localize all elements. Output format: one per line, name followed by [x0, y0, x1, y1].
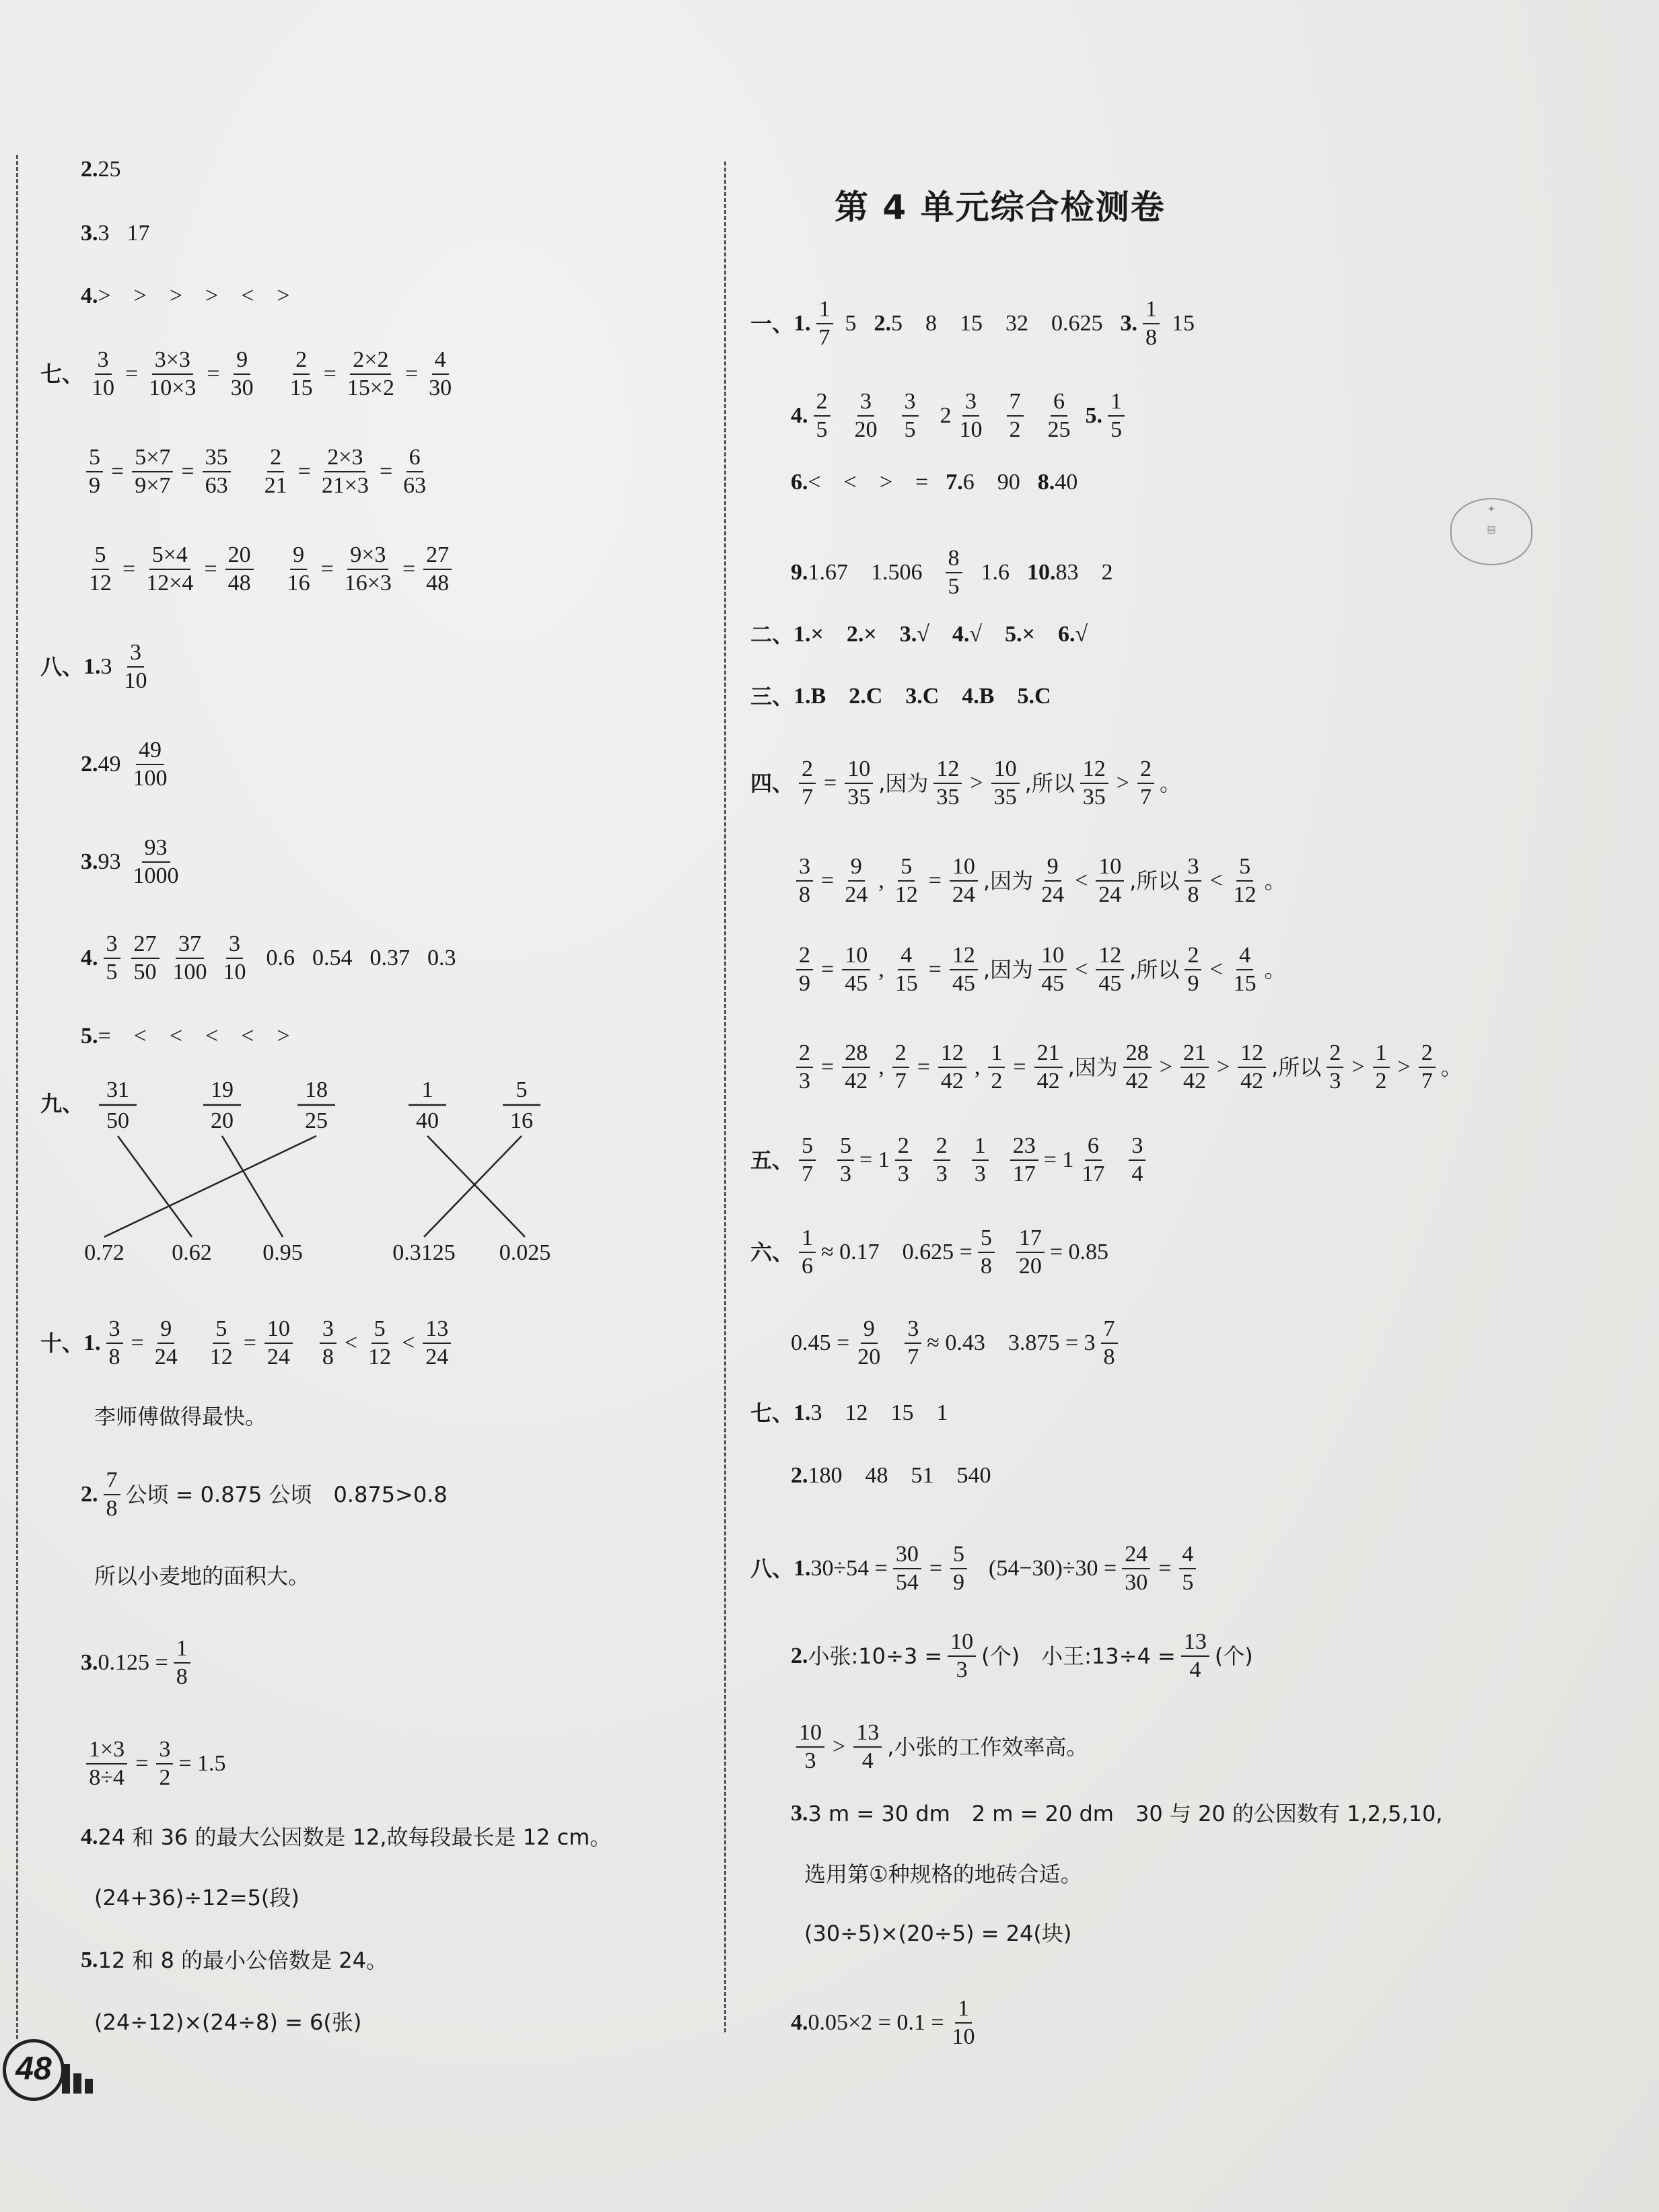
fraction: $\frac{7}{8}$: [104, 1467, 120, 1522]
fraction: $\frac{2}{3}$: [1327, 1040, 1343, 1095]
r-section-6-row-1: [750, 1225, 1108, 1280]
answer-value: 0.3: [427, 946, 456, 970]
answer-text: 李师傅做得最快。: [94, 1404, 267, 1429]
fraction: $\frac{7}{8}$: [1101, 1316, 1118, 1371]
section-label: 二、: [750, 622, 794, 647]
r-section-1-row-3: [791, 469, 1078, 496]
r-section-8-item-3-choice: [804, 1861, 1082, 1888]
r-section-1-row-4: [791, 545, 1113, 600]
fraction: $\frac{12}{35}$: [1080, 756, 1108, 811]
section-10-item-3-calc: $\frac{1\times 3}{8\div 4}$ = $\frac{3}{2}$ = 1.5: [81, 1736, 226, 1791]
section-label: 九、: [40, 1091, 84, 1116]
fraction: $\frac{8}{5}$: [946, 545, 962, 600]
answer-text: 30÷54 =: [810, 1556, 888, 1581]
section-label: 八、: [750, 1556, 794, 1581]
fraction: $\frac{3}{10}$: [223, 931, 246, 985]
fraction: $\frac{3}{2}$: [156, 1736, 173, 1791]
answer-text: 所以小麦地的面积大。: [94, 1563, 310, 1589]
answer-text: (30÷5)×(20÷5) = 24(块): [804, 1921, 1072, 1946]
answer-text: = 0.85: [1049, 1240, 1109, 1264]
fraction: $\frac{3}{8}$: [796, 853, 813, 908]
section-label: 七、: [40, 361, 84, 387]
answer-text: 0.45 =: [791, 1330, 850, 1355]
fraction: $\frac{5}{9}$: [86, 444, 103, 499]
fraction: $\frac{12}{42}$: [938, 1040, 966, 1095]
item-number: 2.: [874, 311, 892, 336]
connector-text: ,因为: [1067, 1055, 1118, 1080]
section-label: 四、: [750, 771, 794, 796]
section-label: 十、: [40, 1330, 84, 1356]
item-number: 4.: [81, 1824, 98, 1849]
fraction: $\frac{3}{5}$: [104, 931, 120, 986]
item-number: 5.: [81, 1024, 98, 1048]
r-section-8-item-3: [791, 1800, 1443, 1827]
item-number: 3.: [81, 1650, 98, 1675]
match-bottom-decimal: 0.62: [172, 1240, 212, 1265]
match-top-numerator: 31: [106, 1077, 129, 1102]
item-number: 8.: [1037, 470, 1055, 495]
connector-text: ,因为: [983, 957, 1034, 983]
r-section-8-item-3-calc: [804, 1920, 1071, 1947]
fraction: $\frac{2}{9}$: [796, 942, 813, 997]
answer-value: 1.67 1.506: [808, 560, 923, 585]
page-number: 48: [3, 2039, 65, 2101]
fraction: $\frac{3}{8}$: [1185, 853, 1201, 908]
item-number: 3.: [791, 1801, 808, 1826]
match-top-numerator: 19: [211, 1077, 234, 1102]
match-top-denominator: 25: [305, 1108, 328, 1133]
answer-value: 1.B 2.C 3.C 4.B 5.C: [793, 684, 1051, 709]
fraction: $\frac{5}{3}$: [837, 1133, 854, 1188]
fraction: $\frac{10}{24}$: [950, 853, 978, 908]
r-section-4-row-1: 四、 $\frac{2}{7}$ = $\frac{10}{35}$ ,因为 $\frac{12}{35}$ > $\frac{10}{35}$ ,所以 $\frac{12}{35}$ > $\frac{2}{7}$ 。: [750, 756, 1181, 810]
fraction: $\frac{9}{20}$: [857, 1316, 881, 1369]
connector-text: 。: [1440, 1055, 1462, 1080]
answer-text: (个): [1214, 1643, 1253, 1669]
fraction: $\frac{2}{7}$: [799, 756, 816, 811]
answer-value: < < > =: [808, 470, 929, 495]
fraction: $\frac{4}{15}$: [1233, 943, 1257, 996]
answer-value: 1.× 2.× 3.√ 4.√ 5.× 6.√: [793, 622, 1088, 647]
fraction: $\frac{5}{8}$: [978, 1225, 995, 1280]
fraction: $\frac{3\times 3}{10\times 3}$: [149, 347, 197, 400]
fraction: $\frac{2}{7}$: [892, 1040, 909, 1095]
fraction: $\frac{3}{10}$: [959, 389, 983, 442]
answer-text: 24 和 36 的最大公因数是 12,故每段最长是 12 cm。: [98, 1824, 612, 1850]
fraction: $\frac{9\times 3}{16\times 3}$: [344, 542, 392, 596]
item-number: 2.: [81, 752, 98, 777]
section-label: 一、: [750, 311, 794, 336]
connector-text: 。: [1264, 957, 1286, 983]
match-connector-line: [104, 1136, 316, 1237]
fraction: $\frac{23}{17}$: [1010, 1133, 1038, 1188]
answer-value: = < < < < >: [98, 1024, 290, 1048]
fraction: $\frac{3}{5}$: [902, 388, 919, 443]
section-8-item-1: [40, 639, 155, 694]
fraction: $\frac{2}{5}$: [814, 388, 831, 443]
r-section-8-item-2: [791, 1629, 1253, 1684]
answer-value: 17: [127, 221, 150, 246]
item-number: 5.: [1085, 403, 1102, 428]
fraction: $\frac{24}{30}$: [1122, 1541, 1150, 1596]
answer-text: ≈ 0.17 0.625 =: [821, 1240, 973, 1264]
answer-value: 93: [98, 849, 121, 874]
fraction: $\frac{2\times 3}{21\times 3}$: [321, 445, 369, 498]
answer-value: 0.37: [369, 946, 410, 970]
answer-text: ≈ 0.43 3.875 = 3: [927, 1330, 1096, 1355]
fraction: $\frac{1}{5}$: [1108, 388, 1125, 443]
section-10-item-5-calc: [94, 2009, 361, 2036]
connector-text: 。: [1159, 771, 1181, 796]
fraction: $\frac{93}{1000}$: [133, 835, 179, 888]
item-number: 3.: [81, 849, 98, 874]
section-10-item-4-calc: [94, 1884, 299, 1911]
match-top-numerator: 18: [305, 1077, 328, 1102]
fraction: $\frac{21}{42}$: [1034, 1040, 1063, 1095]
section-8-item-3: [81, 834, 187, 890]
fraction: $\frac{2}{3}$: [796, 1040, 813, 1095]
section-label: 三、: [750, 684, 794, 709]
section-10-item-5: [81, 1947, 388, 1974]
r-section-8-item-4: [791, 1995, 983, 2050]
match-connector-line: [427, 1136, 525, 1237]
item-number: 2.: [791, 1643, 808, 1668]
connector-text: ,所以: [1024, 771, 1075, 796]
section-7-row-2: $\frac{5}{9}$ = $\frac{5\times 7}{9\times 7}$ = $\frac{35}{63}$ $\frac{2}{21}$ = $\frac{2\times 3}{21\times 3}$ = $\frac{6}{63}$: [81, 444, 434, 499]
connector-text: ,所以: [1129, 868, 1180, 894]
answer-text: = 1: [859, 1147, 890, 1172]
fraction: $\frac{9}{24}$: [154, 1316, 178, 1369]
answer-value: 15: [1172, 311, 1195, 336]
item-number: 7.: [946, 470, 963, 495]
connector-text: 。: [1264, 868, 1286, 894]
fraction: $\frac{12}{35}$: [933, 756, 962, 811]
item-number: 1.: [83, 1330, 101, 1355]
item-number: 3.: [81, 221, 98, 246]
item-number: 10.: [1027, 560, 1056, 585]
r-section-2: [750, 621, 1088, 648]
column-divider: [724, 162, 726, 2032]
match-top-denominator: 16: [510, 1108, 533, 1133]
r-section-7-item-2: [791, 1462, 991, 1489]
fraction: $\frac{3}{10}$: [92, 347, 115, 400]
section-label: 五、: [750, 1147, 794, 1173]
item-number: 4.: [81, 946, 98, 970]
item-number: 4.: [81, 283, 98, 308]
match-top-denominator: 50: [106, 1108, 129, 1133]
section-label: 七、: [750, 1400, 794, 1426]
section-10-item-2-conclusion: [94, 1563, 310, 1590]
fraction: $\frac{3}{20}$: [854, 389, 878, 442]
section-label: 六、: [750, 1240, 794, 1265]
match-top-numerator: 1: [421, 1077, 433, 1102]
answer-text: 公顷 = 0.875 公顷 0.875>0.8: [125, 1482, 448, 1507]
fraction: $\frac{6}{17}$: [1082, 1133, 1105, 1186]
item-number: 4.: [791, 2010, 808, 2035]
answer-value: 3 12 15 1: [810, 1400, 948, 1425]
r-section-4-row-3: $\frac{2}{9}$ = $\frac{10}{45}$ , $\frac{4}{15}$ = $\frac{12}{45}$ ,因为 $\frac{10}{45}$ < $\frac{12}{45}$ ,所以 $\frac{2}{9}$ < $\frac{4}{15}$ 。: [791, 942, 1286, 997]
fraction: $\frac{10}{45}$: [1038, 942, 1067, 997]
fraction: $\frac{17}{20}$: [1016, 1225, 1045, 1280]
item-number: 2.: [81, 157, 98, 182]
fraction: $\frac{1\times 3}{8\div 4}$: [86, 1736, 127, 1791]
match-connector-line: [118, 1136, 192, 1237]
fraction: $\frac{2}{9}$: [1185, 942, 1201, 997]
answer-text: 3 m = 30 dm 2 m = 20 dm 30 与 20 的公因数有 1,2,5,10,: [808, 1801, 1443, 1826]
fraction: $\frac{10}{35}$: [845, 756, 873, 811]
fraction: $\frac{4}{30}$: [429, 347, 452, 400]
answer-value: 5: [845, 311, 857, 336]
fraction: $\frac{4}{5}$: [1179, 1541, 1196, 1596]
fraction: $\frac{5}{12}$: [209, 1316, 233, 1369]
answer-value: 1.6: [981, 560, 1010, 585]
fraction: $\frac{6}{25}$: [1047, 389, 1071, 442]
answer-text: (24+36)÷12=5(段): [94, 1885, 299, 1911]
item-number: 1.: [793, 1400, 811, 1425]
fraction: $\frac{10}{35}$: [991, 756, 1020, 811]
answer-text: 12 和 8 的最小公倍数是 24。: [98, 1948, 388, 1973]
item-number: 1.: [793, 311, 811, 336]
section-8-item-5: [81, 1023, 290, 1050]
fraction: $\frac{5\times 7}{9\times 7}$: [132, 444, 173, 499]
fraction: $\frac{3}{10}$: [124, 640, 147, 693]
answer-4: [81, 283, 290, 310]
fraction: $\frac{28}{42}$: [1123, 1040, 1152, 1095]
page-number-bars-icon: [62, 2063, 102, 2094]
section-label: 八、: [40, 654, 84, 680]
fraction: $\frac{10}{24}$: [264, 1316, 293, 1371]
fraction: $\frac{2}{7}$: [1137, 756, 1154, 811]
answer-value: 83 2: [1055, 560, 1113, 585]
fraction: $\frac{12}{45}$: [1096, 942, 1124, 997]
matching-diagram: [40, 1077, 713, 1265]
fraction: $\frac{10}{3}$: [948, 1629, 976, 1684]
fraction: $\frac{5}{12}$: [894, 854, 918, 907]
fraction: $\frac{5}{12}$: [368, 1316, 392, 1369]
fraction: $\frac{10}{45}$: [842, 942, 870, 997]
fraction: $\frac{12}{45}$: [950, 942, 978, 997]
connector-text: ,所以: [1129, 957, 1180, 983]
fraction: $\frac{27}{48}$: [423, 542, 452, 597]
answer-text: (24÷12)×(24÷8) = 6(张): [94, 2009, 362, 2035]
left-dashed-border: [16, 155, 18, 2039]
fraction: $\frac{30}{54}$: [893, 1541, 921, 1596]
page-title: 第 4 单元综合检测卷: [835, 188, 1166, 227]
item-number: 9.: [791, 560, 808, 585]
connector-text: ,因为: [983, 868, 1034, 894]
fraction: $\frac{20}{48}$: [225, 542, 254, 597]
match-top-numerator: 5: [516, 1077, 528, 1102]
answer-value: 0.54: [312, 946, 353, 970]
connector-text: ,所以: [1271, 1055, 1322, 1080]
section-10-item-3: [81, 1635, 196, 1690]
r-section-4-row-2: $\frac{3}{8}$ = $\frac{9}{24}$ , $\frac{5}{12}$ = $\frac{10}{24}$ ,因为 $\frac{9}{24}$ < $\frac{10}{24}$ ,所以 $\frac{3}{8}$ < $\frac{5}{12}$ 。: [791, 853, 1286, 908]
answer-text: = 1: [1043, 1147, 1074, 1172]
section-7-row-3: $\frac{5}{12}$ = $\frac{5\times 4}{12\times 4}$ = $\frac{20}{48}$ $\frac{9}{16}$ = $\frac{9\times 3}{16\times 3}$ = $\frac{27}{48}$: [81, 542, 457, 597]
fraction: $\frac{5}{9}$: [950, 1541, 967, 1596]
item-number: 6.: [791, 470, 808, 495]
fraction: $\frac{2}{15}$: [289, 347, 313, 400]
section-10-item-2: [81, 1467, 448, 1522]
answer-value: 180 48 51 540: [808, 1463, 991, 1488]
r-section-8-item-1: 八、 1. 30÷54 = $\frac{30}{54}$ = $\frac{5}{9}$ (54−30)÷30 = $\frac{24}{30}$ = $\frac{4}{5}$: [750, 1541, 1201, 1596]
library-stamp: ✦ ▤: [1450, 498, 1532, 565]
connector-text: ,因为: [878, 771, 929, 796]
answer-value: 6 90: [962, 470, 1020, 495]
section-10-conclusion: [94, 1403, 267, 1430]
section-8-item-4: [81, 931, 474, 986]
fraction: $\frac{49}{100}$: [133, 738, 168, 791]
section-8-item-2: [81, 737, 176, 792]
answer-text: 小张:10÷3 =: [808, 1643, 943, 1669]
section-10-item-1: 十、 1. $\frac{3}{8}$ = $\frac{9}{24}$ $\frac{5}{12}$ = $\frac{10}{24}$ $\frac{3}{8}$ < $\frac{5}{12}$ < $\frac{13}{24}$: [40, 1316, 456, 1371]
fraction: $\frac{9}{24}$: [1041, 854, 1065, 907]
answer-value: 5 8 15 32 0.625: [891, 311, 1103, 336]
fraction: $\frac{37}{100}$: [172, 931, 207, 985]
fraction: $\frac{13}{4}$: [1181, 1629, 1209, 1684]
answer-text: ,小张的工作效率高。: [887, 1734, 1088, 1760]
match-top-denominator: 40: [416, 1108, 439, 1133]
answer-3: [81, 220, 150, 247]
fraction: $\frac{12}{42}$: [1238, 1040, 1266, 1095]
fraction: $\frac{1}{8}$: [174, 1635, 190, 1690]
answer-value: 0.6: [266, 946, 295, 970]
fraction: $\frac{1}{6}$: [799, 1225, 816, 1280]
r-section-7-item-1: [750, 1400, 948, 1427]
item-number: 2.: [791, 1463, 808, 1488]
fraction: $\frac{13}{4}$: [853, 1719, 882, 1775]
fraction: $\frac{1}{8}$: [1143, 296, 1160, 351]
answer-value: 3: [100, 654, 112, 679]
fraction: $\frac{2}{21}$: [264, 445, 287, 498]
fraction: $\frac{4}{15}$: [894, 943, 918, 996]
fraction: $\frac{2\times 2}{15\times 2}$: [347, 347, 394, 400]
fraction: $\frac{5}{12}$: [89, 542, 112, 596]
item-number: 1.: [83, 654, 101, 679]
answer-text: = 1.5: [178, 1751, 226, 1776]
fraction: $\frac{1}{7}$: [816, 296, 833, 351]
fraction: $\frac{35}{63}$: [203, 444, 231, 499]
fraction: $\frac{6}{63}$: [403, 445, 427, 498]
fraction: $\frac{10}{24}$: [1096, 853, 1124, 908]
fraction: $\frac{1}{3}$: [972, 1133, 989, 1188]
fraction: $\frac{5}{7}$: [799, 1133, 816, 1188]
fraction: $\frac{5}{12}$: [1233, 854, 1257, 907]
answer-value: > > > > < >: [98, 283, 290, 308]
match-bottom-decimal: 0.3125: [392, 1240, 456, 1265]
r-section-6-row-2: [791, 1316, 1123, 1371]
answer-value: 40: [1055, 470, 1078, 495]
fraction: $\frac{2}{3}$: [933, 1133, 950, 1188]
fraction: $\frac{2}{7}$: [1419, 1040, 1436, 1095]
r-section-8-item-2-conclusion: $\frac{10}{3}$ > $\frac{13}{4}$ ,小张的工作效率高。: [791, 1719, 1088, 1775]
fraction: $\frac{27}{50}$: [131, 931, 160, 986]
answer-2: [81, 156, 121, 183]
match-connector-line: [222, 1136, 283, 1237]
item-number: 4.: [791, 403, 808, 428]
item-number: 3.: [1120, 311, 1138, 336]
fraction: $\frac{3}{7}$: [905, 1316, 921, 1371]
r-section-1-row-2: [791, 388, 1130, 443]
fraction: $\frac{1}{10}$: [952, 1996, 975, 2049]
fraction: $\frac{3}{8}$: [106, 1316, 123, 1371]
answer-value: 25: [98, 157, 121, 182]
fraction: $\frac{1}{2}$: [1373, 1040, 1390, 1095]
match-top-denominator: 20: [211, 1108, 234, 1133]
answer-text: 0.125 =: [98, 1650, 168, 1675]
answer-text: (个) 小王:13÷4 =: [981, 1643, 1176, 1669]
answer-text: (54−30)÷30 =: [989, 1556, 1117, 1581]
r-section-3: [750, 683, 1051, 710]
fraction: $\frac{5\times 4}{12\times 4}$: [146, 542, 194, 596]
match-bottom-decimal: 0.95: [262, 1240, 303, 1265]
item-number: 5.: [81, 1948, 98, 1972]
answer-value: 2: [940, 403, 952, 428]
fraction: $\frac{7}{2}$: [1007, 388, 1024, 443]
fraction: $\frac{2}{3}$: [895, 1133, 912, 1188]
fraction: $\frac{28}{42}$: [842, 1040, 870, 1095]
answer-text: 0.05×2 = 0.1 =: [808, 2010, 944, 2035]
fraction: $\frac{13}{24}$: [423, 1316, 451, 1371]
fraction: $\frac{3}{8}$: [320, 1316, 337, 1371]
item-number: 1.: [793, 1556, 811, 1581]
section-10-item-4: [81, 1824, 611, 1851]
answer-text: 选用第①种规格的地砖合适。: [804, 1861, 1082, 1887]
fraction: $\frac{9}{16}$: [287, 542, 310, 596]
fraction: $\frac{21}{42}$: [1180, 1040, 1209, 1095]
match-connector-line: [424, 1136, 522, 1237]
fraction: $\frac{9}{24}$: [845, 854, 868, 907]
fraction: $\frac{3}{4}$: [1129, 1133, 1145, 1188]
r-section-5: [750, 1133, 1151, 1188]
r-section-1-row-1: [750, 296, 1195, 351]
item-number: 2.: [81, 1482, 98, 1507]
fraction: $\frac{10}{3}$: [796, 1719, 824, 1775]
r-section-4-row-4: $\frac{2}{3}$ = $\frac{28}{42}$ , $\frac{2}{7}$ = $\frac{12}{42}$ , $\frac{1}{2}$ = $\frac{21}{42}$ ,因为 $\frac{28}{42}$ > $\frac{21}{42}$ > $\frac{12}{42}$ ,所以 $\frac{2}{3}$ > $\frac{1}{2}$ > $\frac{2}{7}$ 。: [791, 1040, 1462, 1095]
section-7-row-1: 七、 $\frac{3}{10}$ = $\frac{3\times 3}{10\times 3}$ = $\frac{9}{30}$ $\frac{2}{15}$ = $\frac{2\times 2}{15\times 2}$ = $\frac{4}{30}$: [40, 347, 460, 402]
fraction: $\frac{9}{30}$: [230, 347, 254, 400]
answer-value: 3: [98, 221, 110, 246]
match-bottom-decimal: 0.025: [499, 1240, 551, 1265]
answer-value: 49: [98, 752, 121, 777]
match-bottom-decimal: 0.72: [84, 1240, 125, 1265]
fraction: $\frac{1}{2}$: [988, 1040, 1005, 1095]
